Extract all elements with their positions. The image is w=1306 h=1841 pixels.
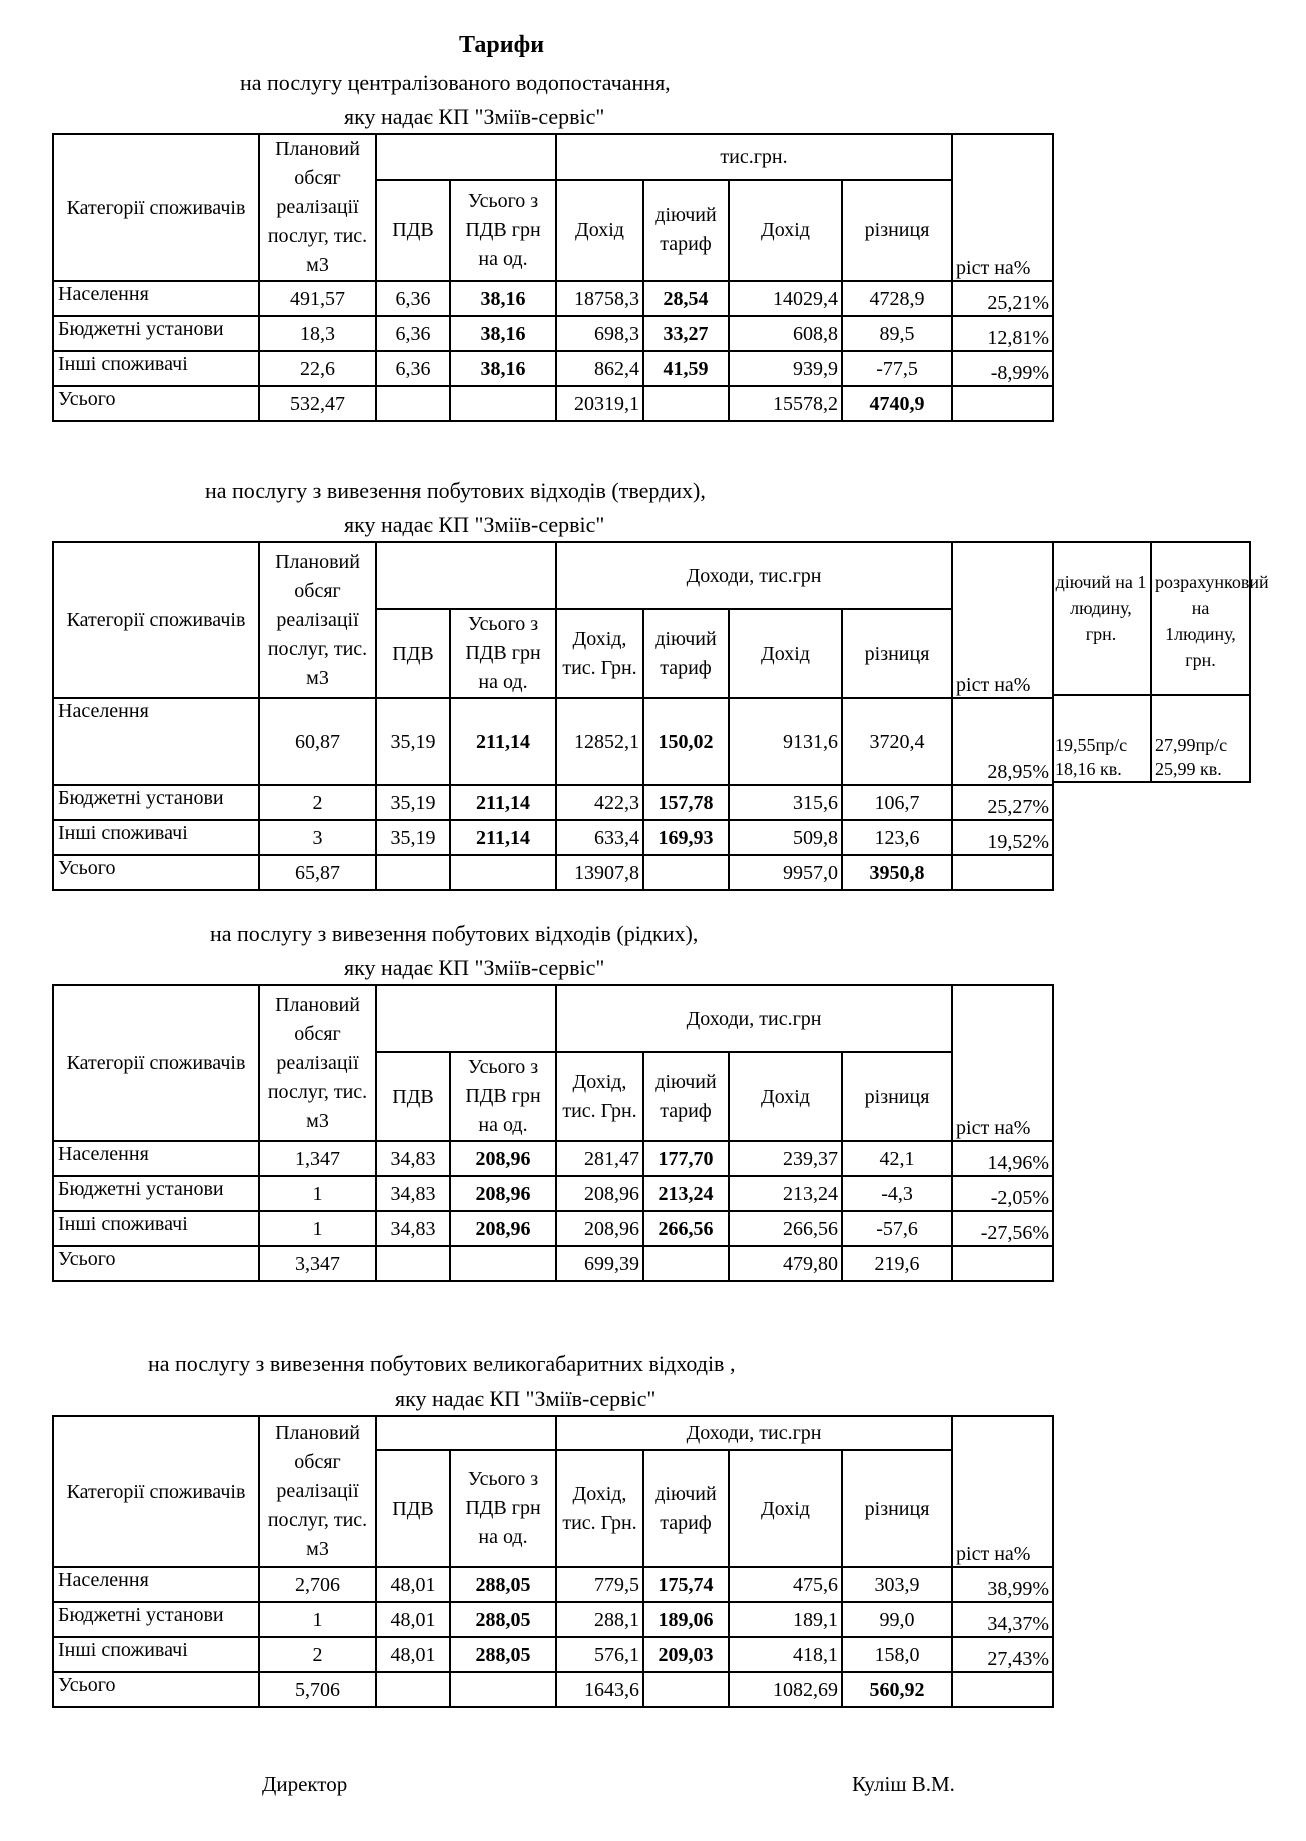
cell-tariff: 175,74 [643,1567,729,1602]
cell-growth [952,855,1053,890]
table-row [53,698,1053,785]
cell-income2: 479,80 [729,1246,842,1281]
table-row-total [53,1672,1053,1707]
header-current-per-person: діючий на 1 людину, грн. [1052,542,1151,695]
cell-total [450,1246,556,1281]
header-category: Категорії споживачів [53,985,259,1141]
header-vat: ПДВ [376,180,450,281]
cell-total: 38,16 [450,281,556,316]
table-row [53,1141,1053,1176]
cell-income: 18758,3 [556,281,643,316]
cell-volume: 532,47 [259,386,376,421]
table-row-total [53,386,1053,421]
cell-income2: 14029,4 [729,281,842,316]
cell-growth: 25,27% [952,785,1053,820]
header-current-tariff: діючий тариф [643,180,729,281]
cell-income2: 939,9 [729,351,842,386]
cell-growth: 38,99% [952,1567,1053,1602]
header-income-full: Дохід, тис. Грн. [556,1450,643,1567]
cell-income: 13907,8 [556,855,643,890]
table-row [53,281,1053,316]
cell-diff: 4740,9 [842,386,952,421]
cell-total: 211,14 [450,820,556,855]
calc-per-person-value [1151,695,1250,782]
cell-growth [952,1246,1053,1281]
cell-income: 208,96 [556,1176,643,1211]
cell-tariff [643,386,729,421]
table-row [53,351,1053,386]
per-person-table [1052,541,1269,783]
section-1-heading-line1: на послугу централізованого водопостачання, [240,70,671,95]
signature-position: Директор [262,1772,348,1796]
header-total-with-vat: Усього з ПДВ грн на од. [450,609,556,698]
cell-income2: 213,24 [729,1176,842,1211]
cell-income: 12852,1 [556,698,643,785]
cell-growth: 28,95% [952,698,1053,785]
cell-total [450,855,556,890]
cell-income2: 418,1 [729,1637,842,1672]
cell-diff: 219,6 [842,1246,952,1281]
cell-income2: 315,6 [729,785,842,820]
cell-category: Бюджетні установи [53,1176,259,1211]
header-difference: різниця [842,609,952,698]
cell-tariff: 157,78 [643,785,729,820]
header-group-income: Доходи, тис.грн [556,1416,952,1450]
header-volume: Плановий обсяг реалізації послуг, тис. м3 [259,1416,376,1567]
cell-income2: 475,6 [729,1567,842,1602]
cell-vat [376,1672,450,1707]
cell-tariff: 266,56 [643,1211,729,1246]
header-category: Категорії споживачів [53,134,259,281]
header-vat: ПДВ [376,1052,450,1141]
section-4-heading-line2: яку надає КП "Зміїв-сервіс" [395,1386,656,1411]
header-empty [376,985,556,1052]
header-income2: Дохід [729,1450,842,1567]
header-empty [952,985,1053,1052]
header-difference: різниця [842,1450,952,1567]
cell-diff: 3720,4 [842,698,952,785]
header-current-tariff: діючий тариф [643,1052,729,1141]
cell-total [450,386,556,421]
cell-tariff: 169,93 [643,820,729,855]
cell-tariff: 41,59 [643,351,729,386]
cell-income: 281,47 [556,1141,643,1176]
header-income2: Дохід [729,180,842,281]
cell-vat: 35,19 [376,698,450,785]
cell-income: 699,39 [556,1246,643,1281]
cell-volume: 22,6 [259,351,376,386]
page-title: Тарифи [459,32,545,58]
cell-vat: 6,36 [376,316,450,351]
table-row-total [53,855,1053,890]
cell-growth [952,386,1053,421]
cell-volume: 2,706 [259,1567,376,1602]
cell-vat: 48,01 [376,1602,450,1637]
cell-diff: 4728,9 [842,281,952,316]
cell-income2: 189,1 [729,1602,842,1637]
header-group-income: Доходи, тис.грн [556,542,952,609]
cell-total [450,1672,556,1707]
cell-tariff: 28,54 [643,281,729,316]
header-growth: ріст на% [952,1052,1053,1141]
section-4-heading-line1: на послугу з вивезення побутових великогабаритних відходів , [148,1351,736,1376]
header-empty [952,542,1053,609]
cell-category: Бюджетні установи [53,316,259,351]
cell-total: 288,05 [450,1602,556,1637]
cell-diff: 158,0 [842,1637,952,1672]
cell-category: Бюджетні установи [53,1602,259,1637]
cell-total: 208,96 [450,1141,556,1176]
cell-growth: 34,37% [952,1602,1053,1637]
cell-tariff: 150,02 [643,698,729,785]
cell-tariff: 209,03 [643,1637,729,1672]
cell-diff: 89,5 [842,316,952,351]
cell-category: Населення [53,281,259,316]
header-income2: Дохід [729,1052,842,1141]
section-1-heading-line2: яку надає КП "Зміїв-сервіс" [344,104,605,129]
cell-diff: -4,3 [842,1176,952,1211]
table-row [53,1637,1053,1672]
header-empty [952,134,1053,180]
calc-per-person-line2: 25,99 кв. [1155,759,1222,779]
cell-volume: 5,706 [259,1672,376,1707]
header-empty [376,134,556,180]
cell-total: 288,05 [450,1567,556,1602]
cell-income: 862,4 [556,351,643,386]
cell-tariff: 189,06 [643,1602,729,1637]
cell-income: 1643,6 [556,1672,643,1707]
bulky-waste-table [52,1415,1054,1708]
cell-total: 211,14 [450,785,556,820]
cell-total: 211,14 [450,698,556,785]
header-vat: ПДВ [376,1450,450,1567]
cell-growth: 14,96% [952,1141,1053,1176]
table-row [53,785,1053,820]
table-row [53,1602,1053,1637]
cell-income: 779,5 [556,1567,643,1602]
cell-category: Населення [53,1567,259,1602]
header-volume: Плановий обсяг реалізації послуг, тис. м3 [259,542,376,698]
cell-tariff: 33,27 [643,316,729,351]
cell-vat: 35,19 [376,785,450,820]
header-growth: ріст на% [952,180,1053,281]
cell-category: Усього [53,1672,259,1707]
section-2-heading-line2: яку надає КП "Зміїв-сервіс" [344,512,605,537]
header-vat: ПДВ [376,609,450,698]
table-row [53,820,1053,855]
cell-volume: 3,347 [259,1246,376,1281]
cell-volume: 491,57 [259,281,376,316]
cell-diff: -57,6 [842,1211,952,1246]
cell-vat: 34,83 [376,1141,450,1176]
cell-diff: 3950,8 [842,855,952,890]
cell-diff: 99,0 [842,1602,952,1637]
cell-tariff [643,1246,729,1281]
cell-volume: 18,3 [259,316,376,351]
cell-growth: 19,52% [952,820,1053,855]
cell-vat: 6,36 [376,351,450,386]
cell-vat: 34,83 [376,1211,450,1246]
calc-per-person-line1: 27,99пр/с [1155,735,1228,755]
cell-growth: -27,56% [952,1211,1053,1246]
cell-income: 698,3 [556,316,643,351]
cell-category: Бюджетні установи [53,785,259,820]
cell-income: 20319,1 [556,386,643,421]
section-3-heading-line2: яку надає КП "Зміїв-сервіс" [344,955,605,980]
cell-diff: 106,7 [842,785,952,820]
cell-income2: 9131,6 [729,698,842,785]
cell-income2: 509,8 [729,820,842,855]
cell-tariff: 177,70 [643,1141,729,1176]
cell-vat: 48,01 [376,1637,450,1672]
cell-tariff [643,855,729,890]
cell-diff: 123,6 [842,820,952,855]
cell-category: Інші споживачі [53,1637,259,1672]
cell-category: Інші споживачі [53,351,259,386]
cell-income: 422,3 [556,785,643,820]
cell-volume: 2 [259,1637,376,1672]
header-income: Дохід [556,180,643,281]
header-income-full: Дохід, тис. Грн. [556,609,643,698]
cell-income: 576,1 [556,1637,643,1672]
cell-vat: 48,01 [376,1567,450,1602]
cell-tariff: 213,24 [643,1176,729,1211]
header-total-with-vat: Усього з ПДВ грн на од. [450,1450,556,1567]
cell-volume: 1,347 [259,1141,376,1176]
cell-growth: 25,21% [952,281,1053,316]
cell-income2: 608,8 [729,316,842,351]
current-per-person-line2: 18,16 кв. [1055,759,1122,779]
current-per-person-line1: 19,55пр/с [1055,735,1128,755]
water-supply-table [52,133,1054,422]
cell-volume: 1 [259,1176,376,1211]
header-total-with-vat: Усього з ПДВ грн на од. [450,1052,556,1141]
cell-growth: -8,99% [952,351,1053,386]
cell-growth: 12,81% [952,316,1053,351]
cell-tariff [643,1672,729,1707]
cell-vat: 6,36 [376,281,450,316]
cell-income: 208,96 [556,1211,643,1246]
header-income-full: Дохід, тис. Грн. [556,1052,643,1141]
cell-income2: 15578,2 [729,386,842,421]
cell-category: Населення [53,1141,259,1176]
header-growth: ріст на% [952,1450,1053,1567]
cell-income2: 266,56 [729,1211,842,1246]
cell-volume: 1 [259,1602,376,1637]
cell-income2: 239,37 [729,1141,842,1176]
cell-total: 208,96 [450,1211,556,1246]
cell-growth: -2,05% [952,1176,1053,1211]
header-empty [376,1416,556,1450]
header-current-tariff: діючий тариф [643,609,729,698]
cell-volume: 3 [259,820,376,855]
cell-diff: -77,5 [842,351,952,386]
cell-total: 288,05 [450,1637,556,1672]
header-volume: Плановий обсяг реалізації послуг, тис. м3 [259,134,376,281]
cell-diff: 303,9 [842,1567,952,1602]
cell-volume: 1 [259,1211,376,1246]
cell-volume: 60,87 [259,698,376,785]
cell-category: Інші споживачі [53,820,259,855]
header-calc-per-person: розрахунковий на 1людину, грн. [1151,542,1250,695]
header-empty [376,542,556,609]
cell-category: Усього [53,386,259,421]
cell-vat: 34,83 [376,1176,450,1211]
header-category: Категорії споживачів [53,1416,259,1567]
cell-volume: 2 [259,785,376,820]
header-group-income: Доходи, тис.грн [556,985,952,1052]
cell-income: 288,1 [556,1602,643,1637]
signature-name: Куліш В.М. [852,1772,955,1796]
cell-category: Інші споживачі [53,1211,259,1246]
header-difference: різниця [842,1052,952,1141]
table-row [53,1211,1053,1246]
solid-waste-table [52,541,1054,891]
cell-income: 633,4 [556,820,643,855]
cell-category: Усього [53,1246,259,1281]
header-group-thousand: тис.грн. [556,134,952,180]
header-volume: Плановий обсяг реалізації послуг, тис. м3 [259,985,376,1141]
cell-total: 38,16 [450,316,556,351]
table-row [53,1176,1053,1211]
cell-total: 208,96 [450,1176,556,1211]
header-category: Категорії споживачів [53,542,259,698]
cell-category: Усього [53,855,259,890]
header-total-with-vat: Усього з ПДВ грн на од. [450,180,556,281]
cell-vat [376,855,450,890]
table-row [53,316,1053,351]
section-2-heading-line1: на послугу з вивезення побутових відходів (твердих), [205,478,706,503]
table-row [53,1567,1053,1602]
cell-volume: 65,87 [259,855,376,890]
cell-diff: 560,92 [842,1672,952,1707]
cell-total: 38,16 [450,351,556,386]
cell-growth: 27,43% [952,1637,1053,1672]
cell-diff: 42,1 [842,1141,952,1176]
liquid-waste-table [52,984,1054,1282]
cell-category: Населення [53,698,259,785]
header-difference: різниця [842,180,952,281]
cell-income2: 1082,69 [729,1672,842,1707]
cell-growth [952,1672,1053,1707]
cell-vat: 35,19 [376,820,450,855]
section-3-heading-line1: на послугу з вивезення побутових відходів (рідких), [210,921,699,946]
header-current-tariff: діючий тариф [643,1450,729,1567]
header-growth: ріст на% [952,609,1053,698]
header-income2: Дохід [729,609,842,698]
cell-vat [376,1246,450,1281]
cell-vat [376,386,450,421]
current-per-person-value [1052,695,1151,782]
cell-income2: 9957,0 [729,855,842,890]
table-row-total [53,1246,1053,1281]
header-empty [952,1416,1053,1450]
